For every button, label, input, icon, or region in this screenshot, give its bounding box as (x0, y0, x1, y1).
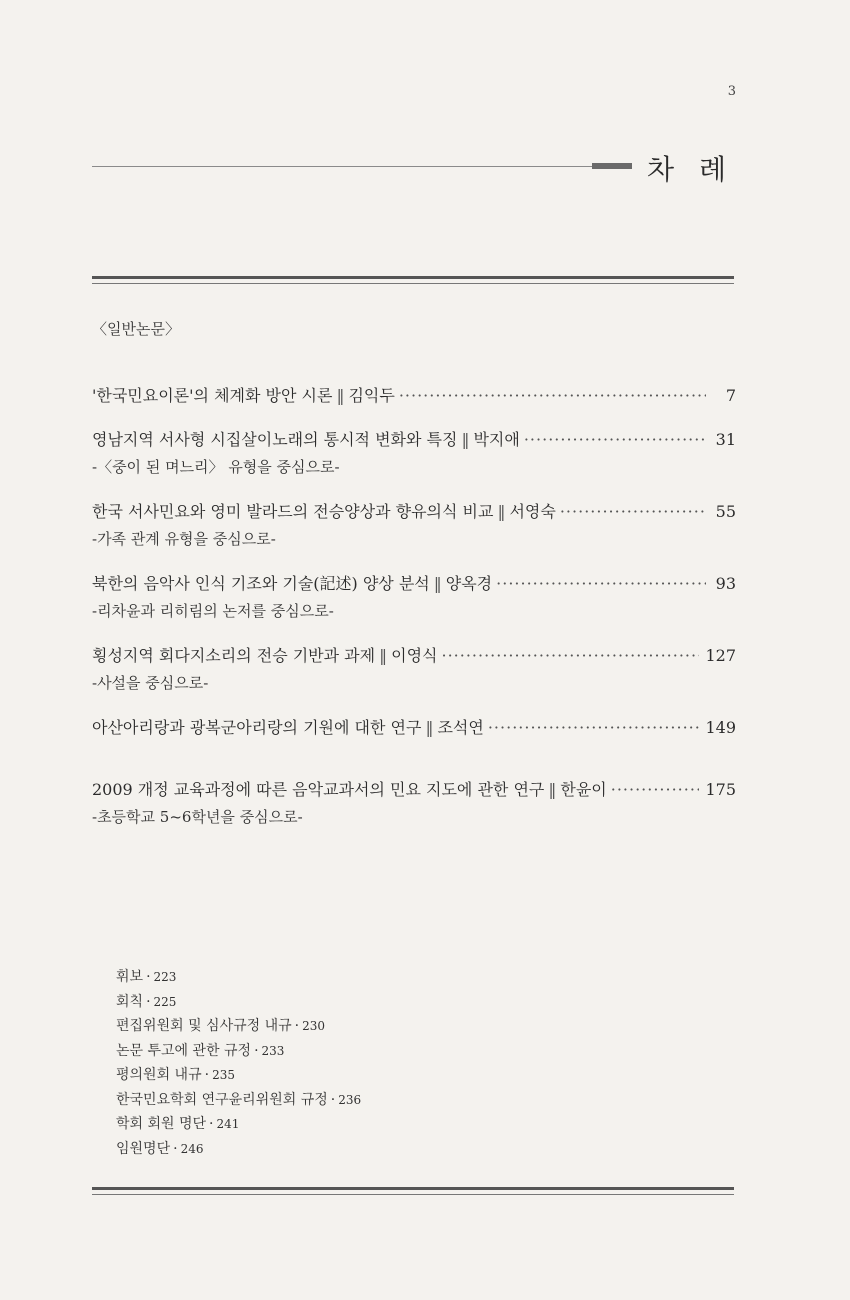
appendix-page: 233 (261, 1043, 285, 1058)
toc-entry-title: 북한의 음악사 인식 기조와 기술(記述) 양상 분석 (92, 574, 430, 593)
toc-entry-4[interactable] (92, 573, 736, 623)
appendix-item[interactable] (116, 1137, 361, 1162)
toc-entry-page: 127 (705, 646, 736, 665)
toc-leader-dots (441, 645, 699, 667)
appendix-label: 학회 회원 명단 (116, 1116, 207, 1132)
toc-entry-author: 조석연 (437, 718, 484, 737)
appendix-separator: · (254, 1042, 259, 1059)
appendix-page: 225 (153, 994, 177, 1009)
appendix-page: 223 (153, 970, 177, 984)
toc-entry-3[interactable] (92, 501, 736, 551)
appendix-separator: · (330, 1091, 336, 1108)
toc-entry-page: 149 (705, 718, 736, 737)
toc-leader-dots (611, 779, 700, 801)
toc-leader-dots (488, 717, 700, 739)
toc-entry-page: 93 (715, 574, 736, 593)
toc-leader-dots (560, 501, 706, 523)
appendix-separator: · (294, 1018, 300, 1034)
toc-entry-author: 박지애 (473, 430, 520, 449)
appendix-item[interactable] (116, 1112, 361, 1137)
page-title: 차 례 (647, 153, 734, 186)
toc-entry-title: 횡성지역 회다지소리의 전승 기반과 과제 (92, 646, 376, 665)
toc-entry-page: 31 (715, 430, 736, 449)
toc-entry-separator: ‖ (497, 502, 506, 521)
appendix-label: 편집위원회 및 심사규정 내규 (116, 1018, 292, 1034)
section-heading: 〈일반논문〉 (92, 320, 180, 338)
appendix-separator: · (146, 969, 151, 985)
appendix-label: 임원명단 (116, 1140, 171, 1157)
toc-entry-page: 175 (705, 780, 736, 799)
appendix-item[interactable] (116, 990, 361, 1015)
appendix-item[interactable] (116, 1063, 361, 1088)
page-number: 3 (727, 84, 736, 99)
title-rule (92, 166, 592, 167)
toc-leader-dots (524, 429, 706, 451)
toc-entry-author: 서영숙 (509, 502, 556, 521)
appendix-item[interactable] (116, 1039, 361, 1064)
toc-entry-author: 한윤이 (560, 780, 607, 799)
appendix-label: 회칙 (116, 993, 144, 1010)
toc-entry-title: 아산아리랑과 광복군아리랑의 기원에 대한 연구 (92, 718, 422, 737)
toc-entry-separator: ‖ (379, 646, 388, 665)
toc-entry-5[interactable] (92, 645, 736, 695)
appendix-label: 휘보 (116, 969, 144, 985)
appendix-page: 246 (180, 1141, 204, 1156)
toc-entry-separator: ‖ (336, 386, 345, 405)
appendix-separator: · (209, 1116, 214, 1132)
toc-leader-dots (399, 385, 706, 407)
appendix-separator: · (146, 993, 151, 1010)
toc-entry-separator: ‖ (433, 574, 442, 593)
toc-entry-2[interactable] (92, 429, 736, 479)
toc-entry-author: 김익두 (348, 386, 395, 405)
toc-entry-title: 영남지역 서사형 시집살이노래의 통시적 변화와 특징 (92, 430, 458, 449)
toc-entry-title: 2009 개정 교육과정에 따른 음악교과서의 민요 지도에 관한 연구 (92, 780, 545, 799)
appendix-page: 235 (212, 1068, 235, 1082)
toc-entry-page: 7 (725, 386, 736, 405)
toc-entry-separator: ‖ (461, 430, 470, 449)
toc-entry-1[interactable] (92, 385, 736, 407)
toc-entry-7[interactable] (92, 779, 736, 829)
top-double-rule (92, 276, 734, 284)
appendix-separator: · (204, 1067, 210, 1083)
appendix-item[interactable] (116, 1088, 361, 1113)
toc-entry-subtitle: -〈중이 된 며느리〉 유형을 중심으로- (92, 458, 340, 476)
toc-leader-dots (496, 573, 706, 595)
toc-entry-title: '한국민요이론'의 체계화 방안 시론 (92, 386, 333, 405)
toc-entry-page: 55 (715, 502, 736, 521)
toc-entry-subtitle: -사설을 중심으로- (92, 674, 209, 692)
bottom-double-rule (92, 1187, 734, 1195)
toc-entry-author: 양옥경 (445, 574, 493, 593)
toc-entry-separator: ‖ (548, 780, 557, 799)
appendix-item[interactable] (116, 965, 361, 990)
toc-entry-subtitle: -가족 관계 유형을 중심으로- (92, 530, 276, 548)
appendix-label: 평의원회 내규 (116, 1067, 202, 1083)
appendix-list (116, 965, 361, 1161)
appendix-page: 241 (216, 1117, 240, 1131)
appendix-label: 논문 투고에 관한 규정 (116, 1042, 252, 1059)
table-of-contents (92, 385, 736, 851)
appendix-label: 한국민요학회 연구윤리위원회 규정 (116, 1091, 328, 1108)
appendix-item[interactable] (116, 1014, 361, 1039)
toc-entry-6[interactable] (92, 717, 736, 739)
appendix-page: 236 (338, 1092, 362, 1107)
appendix-page: 230 (302, 1019, 325, 1033)
toc-entry-subtitle: -리차윤과 리히림의 논저를 중심으로- (92, 602, 334, 620)
title-rule-accent (592, 163, 632, 169)
appendix-separator: · (173, 1140, 178, 1157)
toc-entry-separator: ‖ (425, 718, 434, 737)
toc-entry-title: 한국 서사민요와 영미 발라드의 전승양상과 향유의식 비교 (92, 502, 494, 521)
toc-entry-subtitle: -초등학교 5~6학년을 중심으로- (92, 808, 303, 826)
toc-entry-author: 이영식 (391, 646, 438, 665)
